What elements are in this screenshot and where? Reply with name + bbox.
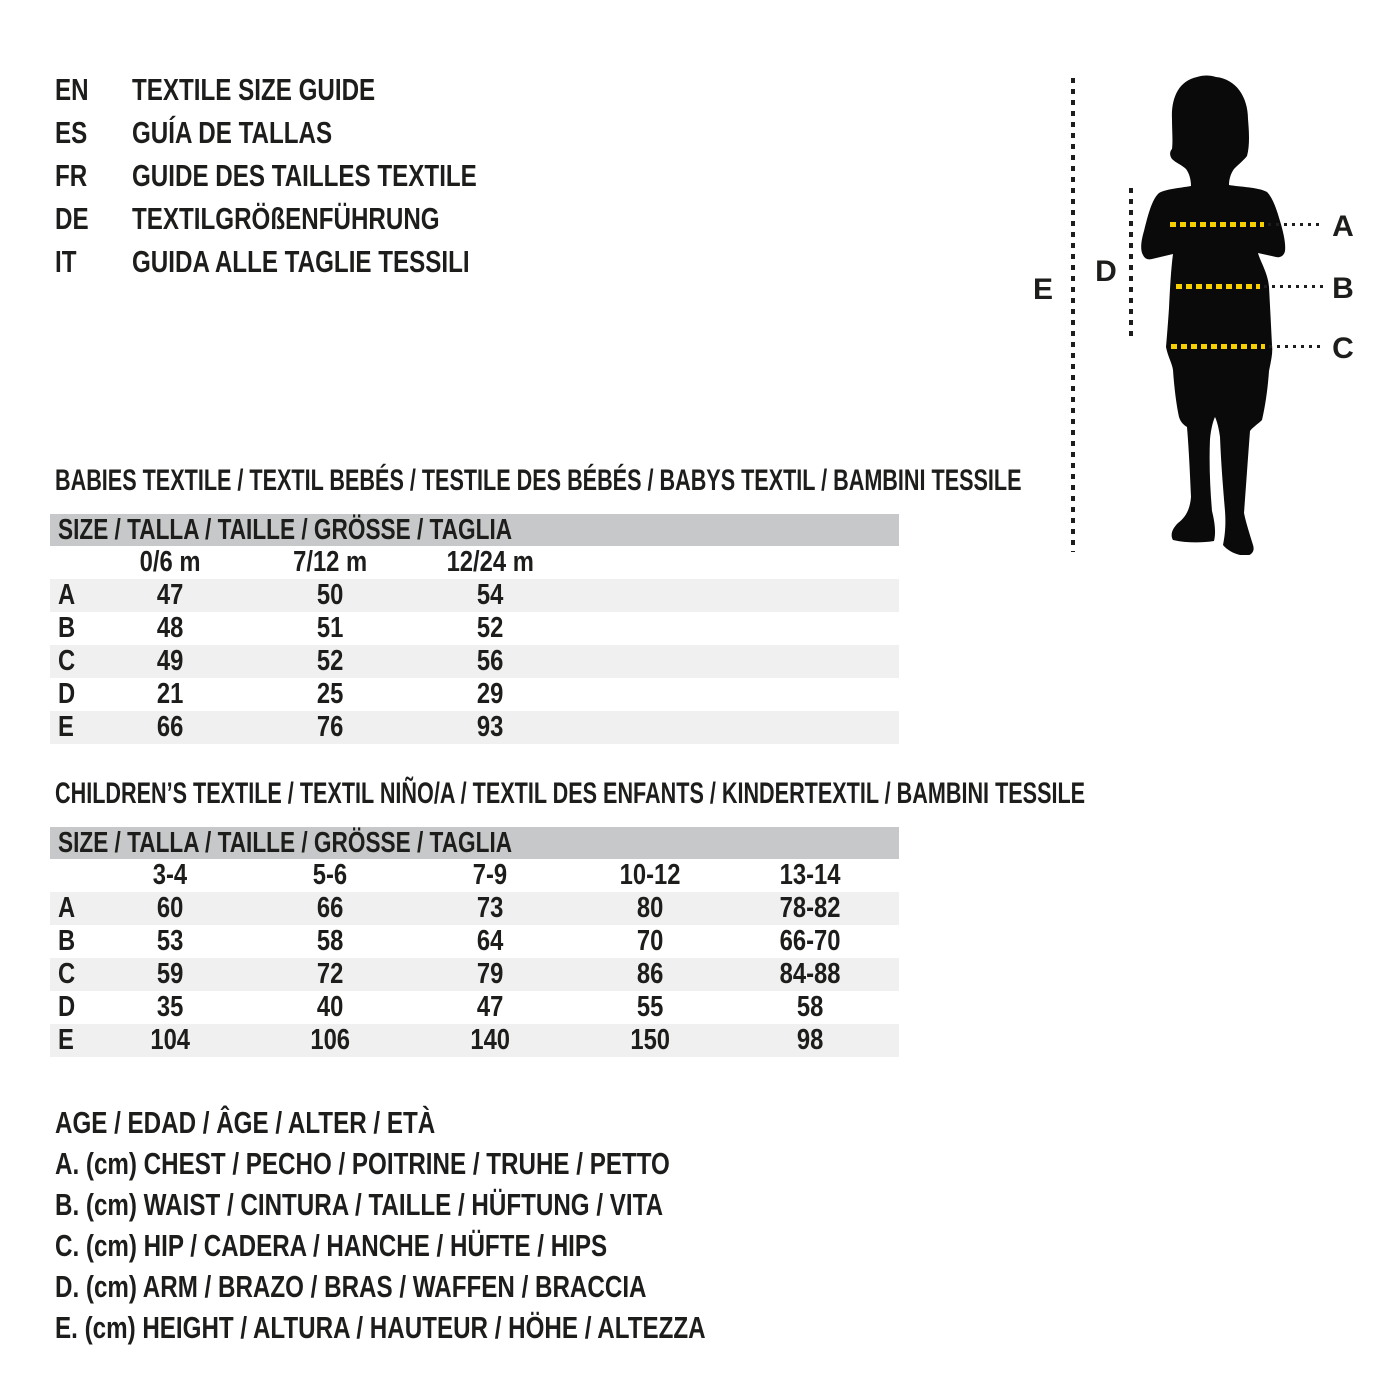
cell-value: 51 [316,612,344,644]
language-title: TEXTILE SIZE GUIDE [131,72,375,107]
babies-table-row [50,579,899,612]
legend-chest-line: A. (cm) CHEST / PECHO / POITRINE / TRUHE / PETTO [55,1146,670,1181]
legend-age-line: AGE / EDAD / ÂGE / ALTER / ETÀ [55,1105,436,1140]
babies-table-row [50,612,899,645]
children-table-row [50,958,899,991]
waist-leader-dotted-line [1264,285,1324,288]
children-col-header: 3-4 [152,859,188,891]
babies-table-row [50,711,899,744]
cell-value: 72 [316,958,344,990]
cell-value: 76 [316,711,344,743]
cell-value: 47 [476,991,504,1023]
cell-value: 64 [476,925,504,957]
cell-value: 106 [310,1024,350,1056]
cell-value: 78-82 [779,892,841,924]
language-row [55,197,574,240]
cell-value: 52 [476,612,504,644]
children-section-heading: CHILDREN’S TEXTILE / TEXTIL NIÑO/A / TEXTIL DES ENFANTS / KINDERTEXTIL / BAMBINI TESSILE [55,777,1086,810]
row-label: A [58,892,76,924]
cell-value: 66 [156,711,184,743]
cell-value: 47 [156,579,184,611]
language-code: EN [55,72,89,107]
hip-leader-dotted-line [1269,345,1324,348]
cell-value: 29 [476,678,504,710]
language-title-block [55,68,574,283]
cell-value: 56 [476,645,504,677]
cell-value: 48 [156,612,184,644]
language-title: TEXTILGRÖßENFÜHRUNG [131,201,440,236]
cell-value: 66 [316,892,344,924]
figure-label-waist: B [1332,272,1354,305]
legend-hip-line: C. (cm) HIP / CADERA / HANCHE / HÜFTE / HIPS [55,1228,608,1263]
waist-measure-dash-line [1176,284,1260,289]
children-col-header: 10-12 [619,859,681,891]
cell-value: 86 [636,958,664,990]
babies-column-header-row [50,546,899,579]
chest-leader-dotted-line [1268,223,1324,226]
row-label: D [58,991,76,1023]
language-code: FR [55,158,88,193]
cell-value: 21 [156,678,184,710]
row-label: E [58,1024,74,1056]
cell-value: 59 [156,958,184,990]
children-size-header-bar: SIZE / TALLA / TAILLE / GRÖSSE / TAGLIA [50,827,899,859]
babies-col-header: 0/6 m [139,546,201,578]
language-row [55,240,574,283]
legend-arm-line: D. (cm) ARM / BRAZO / BRAS / WAFFEN / BRACCIA [55,1269,647,1304]
legend-height-line: E. (cm) HEIGHT / ALTURA / HAUTEUR / HÖHE / ALTEZZA [55,1310,706,1345]
row-label: B [58,925,76,957]
cell-value: 104 [150,1024,190,1056]
chest-measure-dash-line [1170,222,1264,227]
row-label: D [58,678,76,710]
cell-value: 80 [636,892,664,924]
row-label: B [58,612,76,644]
cell-value: 84-88 [779,958,841,990]
babies-table-row [50,645,899,678]
cell-value: 40 [316,991,344,1023]
children-col-header: 5-6 [312,859,348,891]
cell-value: 70 [636,925,664,957]
babies-section-heading: BABIES TEXTILE / TEXTIL BEBÉS / TESTILE DES BÉBÉS / BABYS TEXTIL / BAMBINI TESSILE [55,464,1022,497]
language-code: ES [55,115,88,150]
cell-value: 58 [316,925,344,957]
cell-value: 60 [156,892,184,924]
babies-size-header-bar: SIZE / TALLA / TAILLE / GRÖSSE / TAGLIA [50,514,899,546]
language-row [55,154,574,197]
language-code: DE [55,201,89,236]
language-row [55,68,574,111]
language-title: GUIDA ALLE TAGLIE TESSILI [131,244,470,279]
cell-value: 54 [476,579,504,611]
cell-value: 140 [470,1024,510,1056]
cell-value: 35 [156,991,184,1023]
children-table-row [50,925,899,958]
babies-col-header: 12/24 m [446,546,534,578]
children-column-header-row [50,859,899,892]
language-code: IT [55,244,77,279]
row-label: A [58,579,76,611]
row-label: C [58,645,76,677]
children-col-header: 7-9 [472,859,508,891]
babies-table-row [50,678,899,711]
legend-waist-line: B. (cm) WAIST / CINTURA / TAILLE / HÜFTUNG / VITA [55,1187,664,1222]
cell-value: 58 [796,991,824,1023]
cell-value: 98 [796,1024,824,1056]
children-table-row [50,1024,899,1057]
row-label: C [58,958,76,990]
cell-value: 49 [156,645,184,677]
figure-label-height: E [1032,273,1053,306]
cell-value: 25 [316,678,344,710]
language-title: GUIDE DES TAILLES TEXTILE [131,158,477,193]
children-table-row [50,892,899,925]
children-table-row [50,991,899,1024]
figure-label-chest: A [1332,210,1354,243]
figure-label-hip: C [1332,332,1354,365]
cell-value: 52 [316,645,344,677]
cell-value: 150 [630,1024,670,1056]
figure-label-arm: D [1095,255,1117,288]
cell-value: 73 [476,892,504,924]
cell-value: 66-70 [779,925,841,957]
cell-value: 79 [476,958,504,990]
children-col-header: 13-14 [779,859,841,891]
cell-value: 93 [476,711,504,743]
language-row [55,111,574,154]
cell-value: 55 [636,991,664,1023]
cell-value: 50 [316,579,344,611]
babies-col-header: 7/12 m [292,546,368,578]
row-label: E [58,711,74,743]
cell-value: 53 [156,925,184,957]
hip-measure-dash-line [1171,344,1265,349]
language-title: GUÍA DE TALLAS [131,115,332,150]
